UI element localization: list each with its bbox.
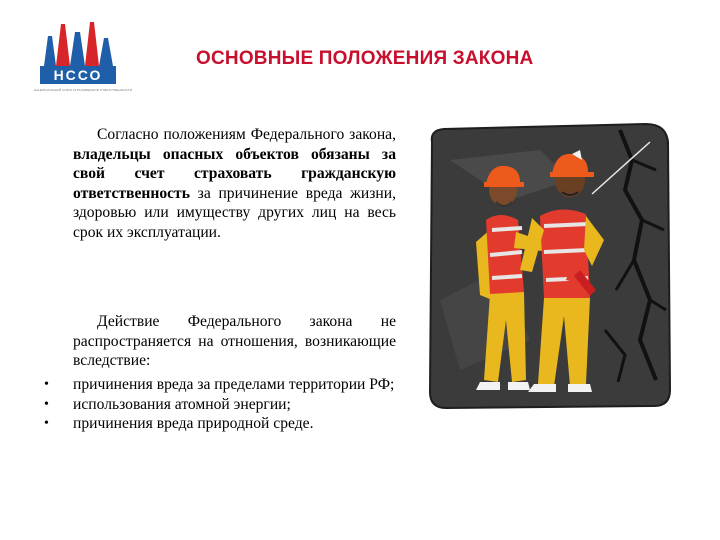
logo-caption: НАЦИОНАЛЬНЫЙ СОЮЗ СТРАХОВЩИКОВ ОТВЕТСТВЕННОСТИ: [34, 88, 132, 92]
list-item: • использования атомной энергии;: [44, 395, 291, 413]
logo-text: НССО: [53, 67, 103, 83]
bullet-icon: •: [44, 396, 49, 412]
exclusions-list: [44, 375, 396, 434]
slide-title: ОСНОВНЫЕ ПОЛОЖЕНИЯ ЗАКОНА: [196, 48, 534, 69]
nsso-logo: [34, 18, 132, 96]
bullet-icon: •: [44, 416, 49, 431]
paragraph-lead: Согласно положениям Федерального закона,: [97, 126, 396, 143]
list-item: • причинения вреда за пределами территории РФ;: [44, 376, 395, 393]
list-item: • причинения вреда природной среде.: [44, 415, 314, 432]
workers-illustration: [420, 120, 680, 410]
paragraph-bold: владельцы опасных объектов обязаны за свой счет страховать гражданскую ответственность: [73, 145, 396, 202]
bullet-icon: •: [44, 377, 49, 392]
exclusions-intro-text: Действие Федерального закона не распространяется на отношения, возникающие вследствие:: [73, 313, 396, 369]
paragraph-tail: за причинение вреда жизни, здоровью или имуществу других лиц на весь срок их эксплуатации.: [73, 184, 396, 241]
paragraph-exclusions-intro: [73, 312, 396, 371]
paragraph-law-provisions: [73, 125, 396, 242]
